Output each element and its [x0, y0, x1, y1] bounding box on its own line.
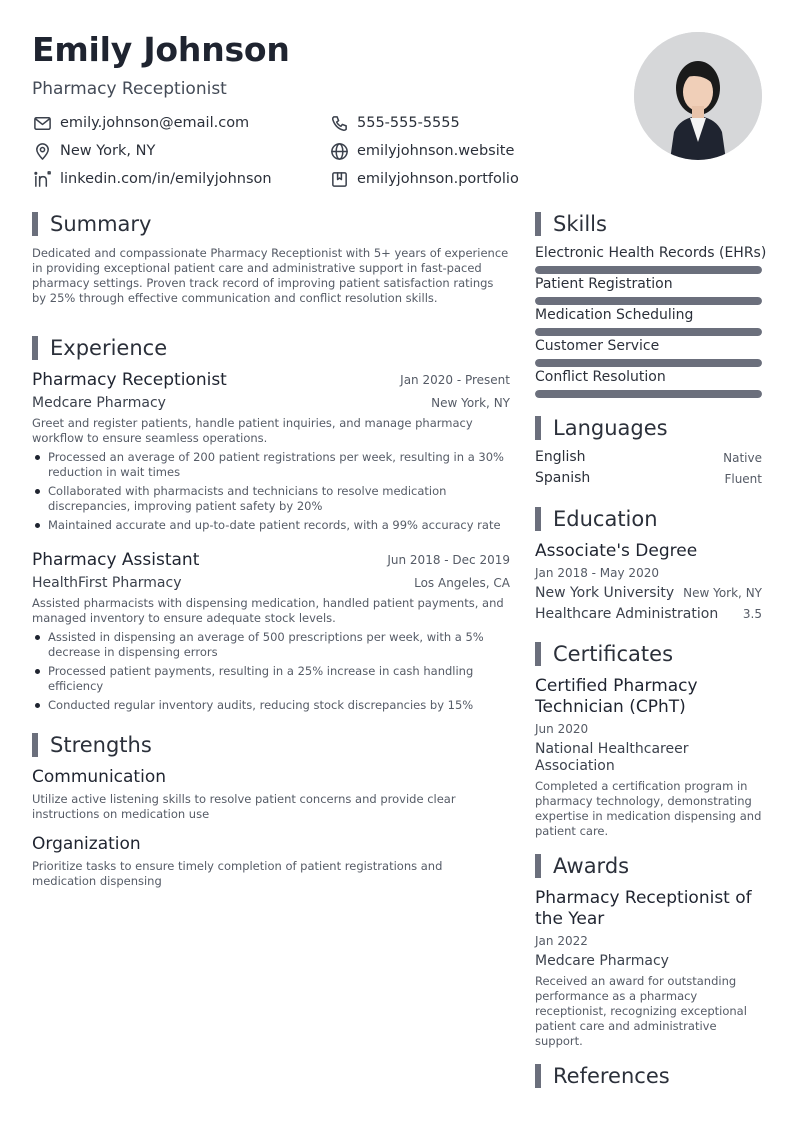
awards-heading	[535, 854, 629, 878]
certificate-description: Completed a certification program in pharmacy technology, demonstrating expertise in medication dispensing and patient care.	[535, 779, 762, 838]
contact-portfolio[interactable]	[329, 169, 519, 189]
strength-text: Utilize active listening skills to resolve patient concerns and provide clear instructions on medication use	[32, 792, 456, 821]
strength-name: Communication	[32, 767, 166, 787]
job-bullets	[32, 450, 510, 537]
contact-website-text: emilyjohnson.website	[357, 143, 515, 159]
heading-accent-bar	[535, 212, 541, 236]
job-description: Assisted pharmacists with dispensing medication, handled patient payments, and managed inventory to ensure adequate stock levels.	[32, 596, 504, 625]
language-name: English	[535, 449, 586, 465]
skill-name: Electronic Health Records (EHRs)	[535, 245, 767, 261]
references-heading-text: References	[553, 1064, 670, 1088]
skill-bar	[535, 328, 762, 336]
award-issuer: Medcare Pharmacy	[535, 953, 669, 969]
languages-heading	[535, 416, 668, 440]
education-field: Healthcare Administration	[535, 606, 719, 622]
heading-accent-bar	[535, 642, 541, 666]
education-date: Jan 2018 - May 2020	[535, 566, 659, 580]
award-description: Received an award for outstanding performance as a pharmacy receptionist, recognizing exceptional patient care and administrative support.	[535, 974, 747, 1048]
contact-website[interactable]	[329, 141, 514, 161]
linkedin-icon	[32, 169, 52, 189]
job-description: Greet and register patients, handle patient inquiries, and manage pharmacy workflow to ensure seamless operations.	[32, 416, 473, 445]
contact-portfolio-text: emilyjohnson.portfolio	[357, 171, 519, 187]
phone-icon	[329, 113, 349, 133]
skill-bar	[535, 297, 762, 305]
strength-name: Organization	[32, 834, 141, 854]
job-bullet: Maintained accurate and up-to-date patient records, with a 99% accuracy rate	[32, 518, 510, 533]
heading-accent-bar	[32, 212, 38, 236]
skill-bar-fill	[535, 328, 762, 336]
education-heading	[535, 507, 658, 531]
language-level: Native	[723, 451, 762, 465]
heading-accent-bar	[535, 416, 541, 440]
contact-phone[interactable]	[329, 113, 460, 133]
certificate-date: Jun 2020	[535, 722, 589, 736]
job-bullet: Processed an average of 200 patient registrations per week, resulting in a 30% reduction in wait times	[32, 450, 510, 480]
job-location: Los Angeles, CA	[414, 576, 510, 590]
profile-photo-image	[634, 32, 762, 160]
experience-heading	[32, 336, 167, 360]
heading-accent-bar	[535, 854, 541, 878]
job-bullet: Assisted in dispensing an average of 500 prescriptions per week, with a 5% decrease in dispensing errors	[32, 630, 510, 660]
education-location: New York, NY	[683, 586, 762, 600]
candidate-name: Emily Johnson	[32, 30, 290, 69]
skill-bar	[535, 359, 762, 367]
job-bullet: Processed patient payments, resulting in a 25% increase in cash handling efficiency	[32, 664, 510, 694]
job-date: Jun 2018 - Dec 2019	[387, 553, 510, 567]
job-bullet: Collaborated with pharmacists and technicians to resolve medication discrepancies, improving patient safety by 20%	[32, 484, 510, 514]
mail-icon	[32, 113, 52, 133]
location-pin-icon	[32, 141, 52, 161]
job-location: New York, NY	[431, 396, 510, 410]
job-bullets	[32, 630, 510, 717]
languages-heading-text: Languages	[553, 416, 668, 440]
skill-name: Conflict Resolution	[535, 369, 666, 385]
job-title: Pharmacy Receptionist	[32, 370, 227, 390]
contact-location-text: New York, NY	[60, 143, 156, 159]
heading-accent-bar	[32, 336, 38, 360]
skill-name: Medication Scheduling	[535, 307, 694, 323]
contact-location	[32, 141, 155, 161]
skills-heading	[535, 212, 607, 236]
job-company: HealthFirst Pharmacy	[32, 575, 182, 591]
strengths-heading	[32, 733, 152, 757]
skills-heading-text: Skills	[553, 212, 607, 236]
skill-bar	[535, 266, 762, 274]
education-school: New York University	[535, 585, 675, 601]
references-heading	[535, 1064, 670, 1088]
heading-accent-bar	[32, 733, 38, 757]
contact-email[interactable]	[32, 113, 249, 133]
contact-linkedin-text: linkedin.com/in/emilyjohnson	[60, 171, 272, 187]
skill-bar-fill	[535, 390, 762, 398]
certificates-heading	[535, 642, 673, 666]
heading-accent-bar	[535, 1064, 541, 1088]
job-title: Pharmacy Assistant	[32, 550, 200, 570]
education-gpa: 3.5	[742, 607, 762, 621]
strengths-heading-text: Strengths	[50, 733, 152, 757]
language-level: Fluent	[724, 472, 762, 486]
experience-heading-text: Experience	[50, 336, 168, 360]
awards-heading-text: Awards	[553, 854, 630, 878]
job-company: Medcare Pharmacy	[32, 395, 166, 411]
language-name: Spanish	[535, 470, 591, 486]
summary-heading-text: Summary	[50, 212, 152, 236]
profile-photo	[634, 32, 762, 160]
summary-text: Dedicated and compassionate Pharmacy Receptionist with 5+ years of experience in providing exceptional patient care and administrative support in fast-paced pharmacy settings. Proven track record of improving patient satisfaction ratings by 25% through effective communication and conflict resolution skills.	[32, 246, 509, 305]
award-date: Jan 2022	[535, 934, 588, 948]
job-date: Jan 2020 - Present	[400, 373, 510, 387]
strength-text: Prioritize tasks to ensure timely completion of patient registrations and medication dispensing	[32, 859, 443, 888]
candidate-role: Pharmacy Receptionist	[32, 79, 227, 99]
certificate-name: Certified Pharmacy Technician (CPhT)	[535, 676, 698, 717]
certificate-issuer: National Healthcareer Association	[535, 741, 689, 774]
portfolio-bookmark-icon	[329, 169, 349, 189]
skill-name: Patient Registration	[535, 276, 673, 292]
summary-heading	[32, 212, 151, 236]
globe-icon	[329, 141, 349, 161]
contact-email-text: emily.johnson@email.com	[60, 115, 250, 131]
skill-bar-fill	[535, 266, 762, 274]
education-degree: Associate's Degree	[535, 541, 698, 561]
contact-phone-text: 555-555-5555	[357, 115, 460, 131]
skill-bar-fill	[535, 297, 762, 305]
award-name: Pharmacy Receptionist of the Year	[535, 888, 752, 929]
skill-bar	[535, 390, 762, 398]
education-heading-text: Education	[553, 507, 658, 531]
skill-bar-fill	[535, 359, 762, 367]
contact-linkedin[interactable]	[32, 169, 272, 189]
heading-accent-bar	[535, 507, 541, 531]
job-bullet: Conducted regular inventory audits, reducing stock discrepancies by 15%	[32, 698, 510, 713]
certificates-heading-text: Certificates	[553, 642, 674, 666]
skill-name: Customer Service	[535, 338, 660, 354]
